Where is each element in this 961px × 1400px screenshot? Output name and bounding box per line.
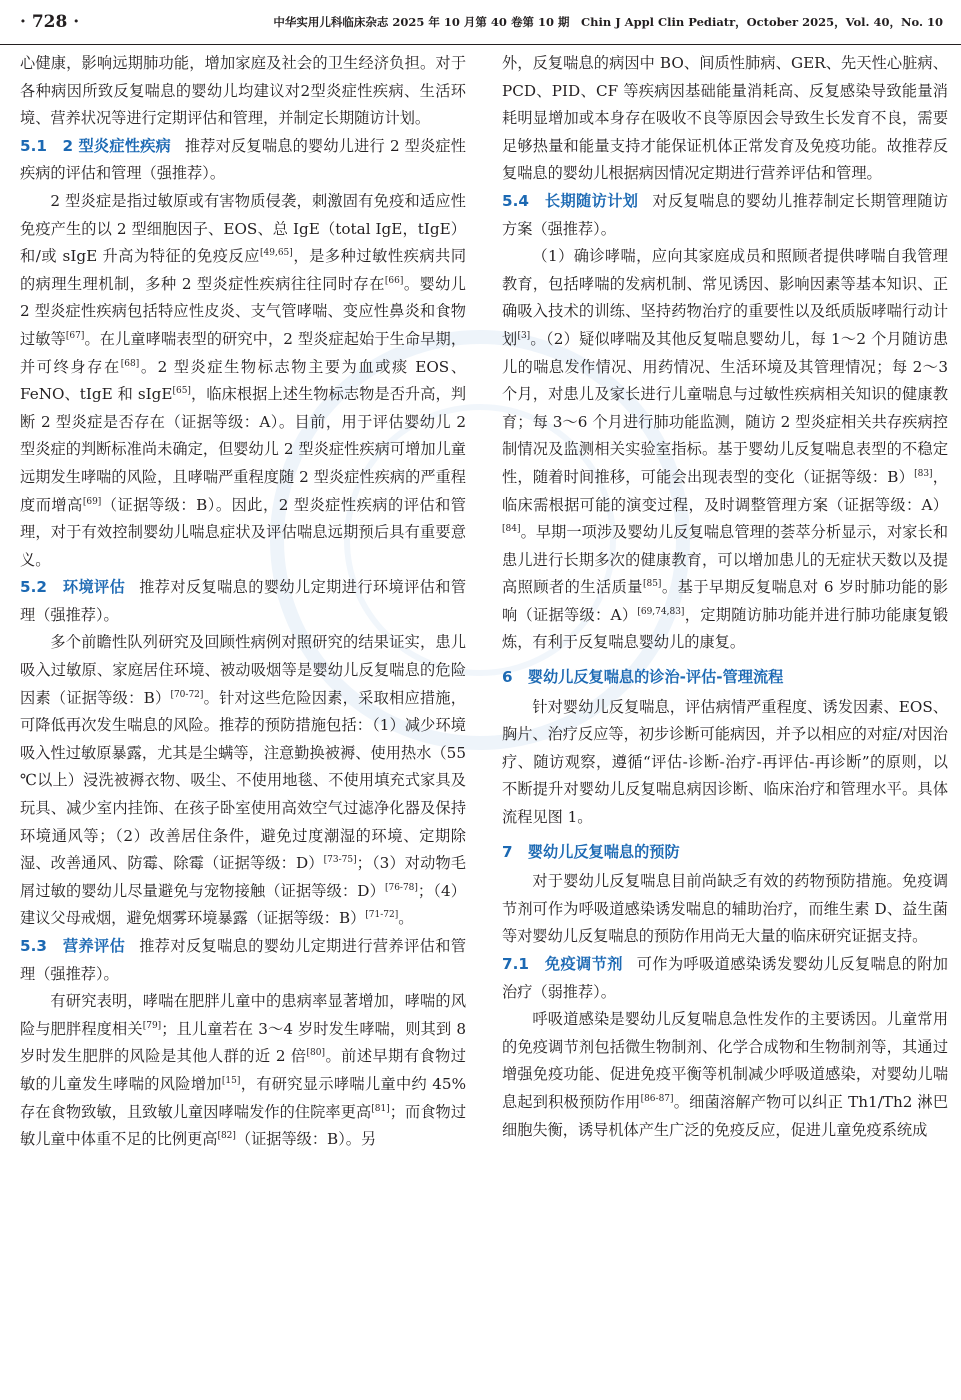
paragraph: 心健康，影响远期肺功能，增加家庭及社会的卫生经济负担。对于各种病因所致反复喘息的婴幼儿均建议对2型炎症性疾病、生活环境、营养状况等进行定期评估和管理，并制定长期随访计划。: [20, 54, 466, 128]
section-5-4-heading: [502, 188, 948, 243]
right-column: [502, 50, 948, 1394]
section-number-title: 5.4 长期随访计划: [502, 191, 639, 210]
section-5-1-heading: [20, 133, 466, 188]
section-7-1-heading: [502, 951, 948, 1006]
section-number-title: 7 婴幼儿反复喘息的预防: [502, 842, 680, 861]
citation: [66]: [384, 275, 404, 286]
section-number-title: 5.3 营养评估: [20, 937, 126, 955]
paragraph: 针对婴幼儿反复喘息，评估病情严重程度、诱发因素、EOS、胸片、治疗反应等，初步诊断可能病因，并予以相应的对症/对因治疗、随访观察，遵循“评估-诊断-治疗-再评估-再诊断”的原则，以不断提升对婴幼儿反复喘息病因诊断、临床治疗和管理水平。具体流程见图 1。: [502, 697, 948, 827]
section-5-2-heading: [20, 574, 466, 629]
page-number: · 728 ·: [20, 12, 80, 32]
section-5-3-heading: [20, 933, 466, 988]
citation: [67]: [65, 330, 85, 341]
paragraph: （1）确诊哮喘，应向其家庭成员和照顾者提供哮喘自我管理教育，包括哮喘的发病机制、常见诱因、影响因素等基本知识、正确吸入技术的训练、坚持药物治疗的重要性以及纸质版哮喘行动计划[3]。（2）疑似哮喘及其他反复喘息婴幼儿，每 1～2 个月随访患儿的喘息发作情况、用药情况、生活环境及其管理情况；每 2～3 个月，对患儿及家长进行儿童喘息与过敏性疾病相关知识的健康教育；每 3～6 个月进行肺功能监测，随访 2 型炎症相关共存疾病控制情况及监测相关实验室指标。基于婴幼儿反复喘息表型的不稳定性，随着时间推移，可能会出现表型的变化（证据等级：B）[83]，临床需根据可能的演变过程，及时调整管理方案（证据等级：A）[84]。早期一项涉及婴幼儿反复喘息管理的荟萃分析显示，对家长和患儿进行长期多次的健康教育，可以增加患儿的无症状天数以及提高照顾者的生活质量[85]。基于早期反复喘息对 6 岁时肺功能的影响（证据等级：A）[69,74,83]，定期随访肺功能并进行肺功能康复锻炼，有利于反复喘息婴幼儿的康复。: [502, 247, 948, 652]
citation: [86-87]: [640, 1093, 674, 1104]
recommendation-text: 对反复喘息的婴幼儿推荐制定长期管理随访方案（强推荐）。: [502, 191, 948, 238]
recommendation-text: 推荐对反复喘息的婴幼儿进行 2 型炎症性疾病的评估和管理（强推荐）。: [20, 136, 466, 183]
paragraph: 外，反复喘息的病因中 BO、间质性肺病、GER、先天性心脏病、PCD、PID、CF 等疾病因基础能量消耗高、反复感染导致能量消耗明显增加或本身存在吸收不良等原因会导致生长发育不良，需要足够热量和能量支持才能保证机体正常发育及免疫功能。故推荐反复喘息的婴幼儿根据病因情况定期进行营养评估和管理。: [502, 54, 948, 183]
paragraph: 对于婴幼儿反复喘息目前尚缺乏有效的药物预防措施。免疫调节剂可作为呼吸道感染诱发喘息的辅助治疗，而维生素 D、益生菌等对婴幼儿反复喘息的预防作用尚无大量的临床研究证据支持。: [502, 872, 948, 946]
section-7-heading: [502, 839, 948, 867]
citation: [83]: [914, 468, 933, 479]
citation: [84]: [502, 524, 521, 535]
citation: [79]: [142, 1020, 162, 1031]
recommendation-text: 推荐对反复喘息的婴幼儿定期进行营养评估和管理（强推荐）。: [20, 937, 466, 983]
citation: [49,65]: [260, 248, 293, 259]
citation: [69,74,83]: [637, 606, 685, 617]
section-number-title: 5.2 环境评估: [20, 578, 126, 597]
paragraph: 2 型炎症是指过敏原或有害物质侵袭，刺激固有免疫和适应性免疫产生的以 2 型细胞因子、EOS、总 IgE（total IgE，tIgE）和/或 sIgE 升高为特征的免疫反应[49,65]，是多种过敏性疾病共同的病理生理机制，多种 2 型炎症性疾病往往同时存在[66]。婴幼儿 2 型炎症性疾病包括特应性皮炎、支气管哮喘、变应性鼻炎和食物过敏等[67]。在儿童哮喘表型的研究中，2 型炎症起始于生命早期，并可终身存在[68]。2 型炎症生物标志物主要为血或痰 EOS、FeNO、tIgE 和 sIgE[65]，临床根据上述生物标志物是否升高，判断 2 型炎症是否存在（证据等级：A）。目前，用于评估婴幼儿 2 型炎症的判断标准尚未确定，但婴幼儿 2 型炎症性疾病可增加儿童远期发生哮喘的风险，且哮喘严重程度随 2 型炎症性疾病的严重程度而增高[69]（证据等级：B）。因此，2 型炎症性疾病的评估和管理，对于有效控制婴幼儿喘息症状及评估喘息远期预后具有重要意义。: [20, 191, 466, 569]
recommendation-text: 推荐对反复喘息的婴幼儿定期进行环境评估和管理（强推荐）。: [20, 578, 466, 624]
citation: [85]: [642, 579, 662, 590]
citation: [76-78]: [384, 882, 418, 893]
citation: [80]: [306, 1048, 326, 1059]
section-number-title: 5.1 2 型炎症性疾病: [20, 136, 171, 155]
paragraph: 有研究表明，哮喘在肥胖儿童中的患病率显著增加，哮喘的风险与肥胖程度相关[79]；且儿童若在 3～4 岁时发生哮喘，则其到 8 岁时发生肥胖的风险是其他人群的近 2 倍[80]。前述早期有食物过敏的儿童发生哮喘的风险增加[15]，有研究显示哮喘儿童中约 45% 存在食物致敏，且致敏儿童因哮喘发作的住院率更高[81]；而食物过敏儿童中体重不足的比例更高[82]（证据等级：B）。另: [20, 992, 466, 1149]
citation: [81]: [371, 1103, 390, 1114]
paragraph: 呼吸道感染是婴幼儿反复喘息急性发作的主要诱因。儿童常用的免疫调节剂包括微生物制剂、化学合成物和生物制剂等，其通过增强免疫功能、促进免疫平衡等机制减少呼吸道感染，对婴幼儿喘息起到积极预防作用[86-87]。细菌溶解产物可以纠正 Th1/Th2 淋巴细胞失衡，诱导机体产生广泛的免疫反应，促进儿童免疫系统成: [502, 1010, 948, 1139]
citation: [15]: [221, 1075, 241, 1086]
section-6-heading: [502, 664, 948, 692]
recommendation-text: 可作为呼吸道感染诱发婴幼儿反复喘息的附加治疗（弱推荐）。: [502, 955, 948, 1001]
left-column: [20, 50, 466, 1394]
running-header: [0, 0, 961, 45]
citation: [82]: [217, 1131, 236, 1142]
citation: [68]: [120, 358, 140, 369]
citation: [73-75]: [323, 855, 357, 866]
paragraph: 多个前瞻性队列研究及回顾性病例对照研究的结果证实，患儿吸入过敏原、家庭居住环境、被动吸烟等是婴幼儿反复喘息的危险因素（证据等级：B）[70-72]。针对这些危险因素，采取相应措施，可降低再次发生喘息的风险。推荐的预防措施包括：（1）减少环境吸入性过敏原暴露，尤其是尘螨等，注意勤换被褥、使用热水（55 ℃以上）浸洗被褥衣物、吸尘、不使用地毯、不使用填充式家具及玩具、减少室内挂饰、在孩子卧室使用高效空气过滤净化器及保持环境通风等；（2）改善居住条件，避免过度潮湿的环境、定期除湿、改善通风、防霉、除霉（证据等级：D）[73-75]；（3）对动物毛屑过敏的婴幼儿尽量避免与宠物接触（证据等级：D）[76-78]；（4）建议父母戒烟，避免烟雾环境暴露（证据等级：B）[71-72]。: [20, 633, 466, 928]
section-number-title: 7.1 免疫调节剂: [502, 955, 623, 973]
citation: [70-72]: [170, 689, 204, 700]
citation: [71-72]: [365, 910, 399, 921]
journal-citation: 中华实用儿科临床杂志 2025 年 10 月第 40 卷第 10 期 Chin J Appl Clin Pediatr，October 2025，Vol. 40，No. 10: [273, 15, 943, 29]
citation: [3]: [517, 330, 531, 341]
citation: [69]: [82, 496, 102, 507]
citation: [65]: [172, 386, 191, 397]
section-number-title: 6 婴幼儿反复喘息的诊治-评估-管理流程: [502, 668, 784, 687]
